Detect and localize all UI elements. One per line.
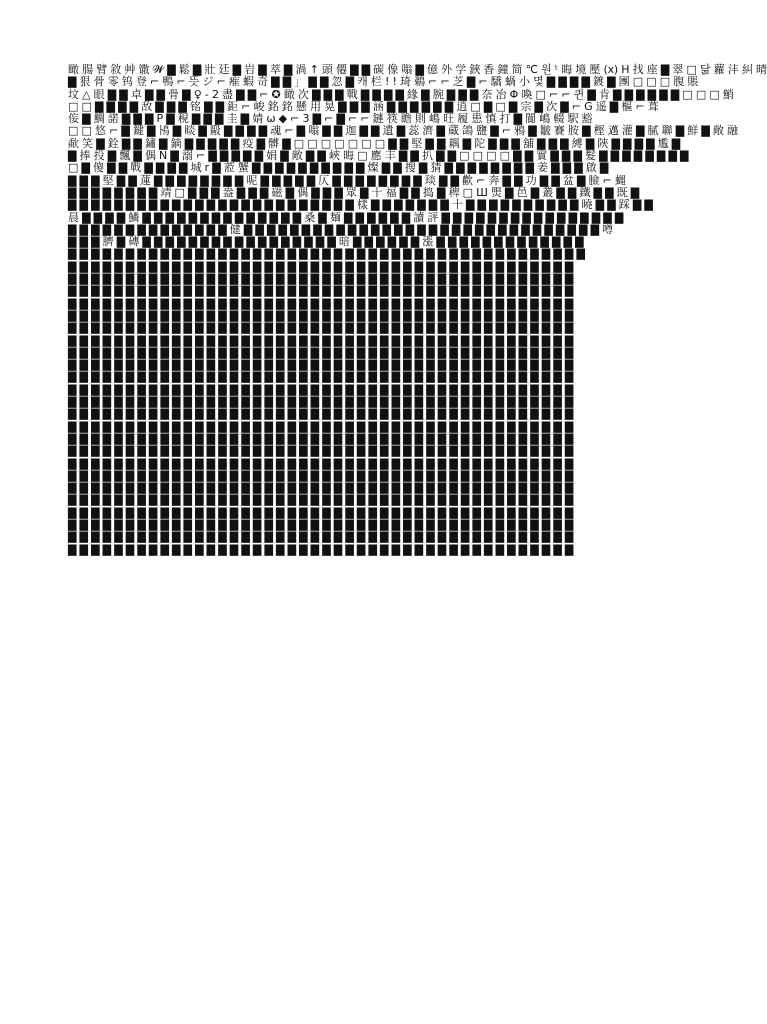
text-line: ▇ ▇ ▇ ▇ ▇ ▇ ▇ ▇ ▇ ▇ ▇ ▇ ▇ ▇ ▇ ▇ ▇ ▇ ▇ ▇ ▇ ▇ ▇ ▇ ▇ ▇ ▇ ▇ ▇ ▇ ▇ ▇ ▇ ▇ ▇ ▇ ▇ ▇ ▇ ▇ ▇ ▇ ▇ ▇ bbox=[68, 321, 574, 335]
text-line: □ □ ▇ ▇ ▇ ▇ 敌 ▇ ▇ ▇ 铭 ▇ ▇ 鉅 ⌐ 峻 銘 銘 懸 用 晃 ▇ ▇ ▇ 涵 ▇ ▇ ▇ ▇ ▇ ▇ 逍 □ ▇ □ ▇ 宗 ▇ 次 ▇ ⌐ G 遥 ▇ 樞 ⌐ 葺 bbox=[68, 99, 659, 113]
text-line: ▇ ▇ ▇ ▇ ▇ ▇ ▇ ▇ ▇ ▇ ▇ ▇ ▇ ▇ ▇ ▇ ▇ ▇ ▇ ▇ ▇ ▇ ▇ ▇ ▇ ▇ ▇ ▇ ▇ ▇ ▇ ▇ ▇ ▇ ▇ ▇ ▇ ▇ ▇ ▇ ▇ ▇ ▇ ▇ bbox=[68, 530, 574, 544]
text-line: ▇ ▇ ▇ ▇ ▇ ▇ ▇ ▇ ▇ ▇ ▇ ▇ ▇ ▇ ▇ ▇ ▇ ▇ ▇ ▇ ▇ ▇ ▇ ▇ ▇ ▇ ▇ ▇ ▇ ▇ ▇ ▇ ▇ ▇ ▇ ▇ ▇ ▇ ▇ ▇ ▇ ▇ ▇ ▇ bbox=[68, 407, 574, 421]
text-line: 瞰 腸 臂 敘 艸 馓 𝓦 ▇ 鬆 ▇ 壯 廷 ▇ 岩 ▇ 萃 ▇ 渦 ↑ 頭 僊 ▇ ▇ 碳 像 嗡 ▇ 億 外 学 鋏 香 鐘 简 ℃ 원 ᵗ 晦 境 壓 (x) H 找 座 ▇ 翠 □ 닮 蘿 沣 糾 晴 bbox=[68, 63, 767, 76]
text-line: ▇ ▇ ▇ ▇ ▇ ▇ ▇ ▇ 靖 □ ▇ ▇ ▇ 盎 ▇ ▇ ▇ 磁 ▇ 偶 ▇ ▇ ▇ 眾 ▇ 十 福 ▇ ▇ 捣 ▇ 稗 □ Ш 煚 ▇ 邑 ▇ 叢 ▇ ▇ 鐵 ▇ ▇ 既 ▇ bbox=[68, 185, 640, 199]
text-line: □ □ 悠 ⌐ ▇ 鍵 ▇ 鳪 ▇ 睒 ▇ 毆 ▇ ▇ ▇ ▇ 魂 ⌐ ▇ 嗡 ▇ ▇ 迦 ▇ ▇ 遺 ▇ 蕊 濟 ▇ 蔵 鴿 鹽 ▇ ⌐ 鴉 ▇ 皺 賽 胺 ▇ 樫 邁 灌 ▇ 膩 聯 ▇ 鮮 ▇ 敞 融 bbox=[68, 124, 738, 138]
text-line: ▇ ▇ ▇ ▇ ▇ ▇ ▇ ▇ ▇ ▇ ▇ ▇ ▇ ▇ ▇ ▇ ▇ ▇ ▇ ▇ ▇ ▇ ▇ ▇ ▇ ▇ ▇ ▇ ▇ ▇ ▇ ▇ ▇ ▇ ▇ ▇ ▇ ▇ ▇ ▇ ▇ ▇ ▇ ▇ bbox=[68, 370, 574, 384]
text-line: ▇ ▇ ▇ ▇ ▇ ▇ ▇ ▇ ▇ ▇ ▇ ▇ ▇ ▇ ▇ ▇ ▇ ▇ ▇ ▇ ▇ ▇ ▇ ▇ ▇ ▇ ▇ ▇ ▇ ▇ ▇ ▇ ▇ ▇ ▇ ▇ ▇ ▇ ▇ ▇ ▇ ▇ ▇ ▇ bbox=[68, 481, 574, 495]
text-line: ▇ ▇ ▇ ▇ ▇ ▇ ▇ ▇ ▇ ▇ ▇ ▇ ▇ ▇ ▇ ▇ ▇ ▇ ▇ ▇ ▇ ▇ ▇ ▇ ▇ ▇ ▇ ▇ ▇ ▇ ▇ ▇ ▇ ▇ ▇ ▇ ▇ ▇ ▇ ▇ ▇ ▇ ▇ ▇ bbox=[68, 505, 574, 519]
text-line: ▇ ▇ ▇ 臍 ▇ 磚 ▇ ▇ ▇ ▇ ▇ ▇ ▇ ▇ ▇ ▇ ▇ ▇ ▇ ▇ ▇ ▇ ▇ 暗 ▇ ▇ ▇ ▇ ▇ ▇ 漲 ▇ ▇ ▇ ▇ ▇ ▇ ▇ ▇ ▇ ▇ ▇ ▇ ▇ bbox=[68, 235, 584, 249]
text-line: ▇ ▇ ▇ ▇ ▇ ▇ ▇ ▇ ▇ ▇ ▇ ▇ ▇ ▇ ▇ ▇ ▇ ▇ ▇ ▇ ▇ ▇ ▇ ▇ ▇ ▇ ▇ ▇ ▇ ▇ ▇ ▇ ▇ ▇ ▇ ▇ ▇ ▇ ▇ ▇ ▇ ▇ ▇ ▇ bbox=[68, 272, 574, 286]
text-line: 侫 ▇ 鯛 諾 ▇ ▇ ▇ P ▇ 䅐 ▇ ▇ ▇ 圭 ▇ 婧 ω ◆ ⌐ 3 ▇ ⌐ ▇ ⌐ ⌐ 鏈 筷 瞻 則 嶋 旺 履 患 慎 打 ▇ 閬 嶋 輟 駅 豁 bbox=[68, 112, 593, 126]
text-line: ▇ ▇ ▇ ▇ ▇ ▇ ▇ ▇ ▇ ▇ ▇ ▇ ▇ ▇ ▇ ▇ ▇ ▇ ▇ ▇ ▇ ▇ ▇ ▇ ▇ ▇ ▇ ▇ ▇ ▇ ▇ ▇ ▇ ▇ ▇ ▇ ▇ ▇ ▇ ▇ ▇ ▇ ▇ ▇ bbox=[68, 456, 574, 470]
text-line: ▇ ▇ ▇ ▇ ▇ ▇ ▇ ▇ ▇ ▇ ▇ ▇ ▇ ▇ ▇ ▇ ▇ ▇ ▇ ▇ ▇ ▇ ▇ ▇ ▇ ▇ ▇ ▇ ▇ ▇ ▇ ▇ ▇ ▇ ▇ ▇ ▇ ▇ ▇ ▇ ▇ ▇ ▇ ▇ bbox=[68, 345, 574, 359]
text-line: ▇ ▇ ▇ ▇ ▇ ▇ ▇ ▇ ▇ ▇ ▇ ▇ ▇ ▇ ▇ ▇ ▇ ▇ ▇ ▇ ▇ ▇ ▇ ▇ ▇ ▇ ▇ ▇ ▇ ▇ ▇ ▇ ▇ ▇ ▇ ▇ ▇ ▇ ▇ ▇ ▇ ▇ ▇ ▇ bbox=[68, 259, 574, 273]
text-line: ▇ ▇ ▇ ▇ ▇ ▇ ▇ ▇ ▇ ▇ ▇ ▇ ▇ ▇ ▇ ▇ ▇ ▇ ▇ ▇ ▇ ▇ ▇ ▇ ▇ ▇ ▇ ▇ ▇ ▇ ▇ ▇ ▇ ▇ ▇ ▇ ▇ ▇ ▇ ▇ ▇ ▇ ▇ ▇ bbox=[68, 419, 574, 433]
text-line: ▇ ▇ ▇ ▇ ▇ ▇ ▇ ▇ ▇ ▇ ▇ ▇ ▇ ▇ ▇ ▇ ▇ ▇ ▇ ▇ ▇ ▇ ▇ ▇ ▇ ▇ ▇ ▇ ▇ ▇ ▇ ▇ ▇ ▇ ▇ ▇ ▇ ▇ ▇ ▇ ▇ ▇ ▇ ▇ bbox=[68, 358, 574, 372]
text-line: ▇ ▇ ▇ ▇ ▇ ▇ ▇ ▇ ▇ ▇ ▇ ▇ ▇ ▇ ▇ ▇ ▇ ▇ ▇ ▇ ▇ ▇ ▇ ▇ ▇ ▇ ▇ ▇ ▇ ▇ ▇ ▇ ▇ ▇ ▇ ▇ ▇ ▇ ▇ ▇ ▇ ▇ ▇ ▇ bbox=[68, 284, 574, 298]
text-line: ▇ ▇ ▇ ▇ ▇ ▇ ▇ ▇ ▇ ▇ ▇ ▇ ▇ ▇ ▇ ▇ ▇ ▇ ▇ ▇ ▇ ▇ ▇ ▇ ▇ ▇ ▇ ▇ ▇ ▇ ▇ ▇ ▇ ▇ ▇ ▇ ▇ ▇ ▇ ▇ ▇ ▇ ▇ ▇ bbox=[68, 444, 574, 458]
text-line: ▇ ▇ ▇ ▇ ▇ ▇ ▇ ▇ ▇ ▇ ▇ ▇ ▇ ▇ ▇ ▇ ▇ ▇ ▇ ▇ ▇ ▇ ▇ ▇ ▇ ▇ ▇ ▇ ▇ ▇ ▇ ▇ ▇ ▇ ▇ ▇ ▇ ▇ ▇ ▇ ▇ ▇ ▇ ▇ bbox=[68, 382, 574, 396]
text-line: 歃 笑 ▇ 銓 ▇ ▇ 鏽 ▇ 鏑 ▇ ▇ ▇ ▇ ▇ 疫 ▇ 髒 ▇ □ □ □ □ □ □ □ ▇ ▇ 堅 ▇ ▇ 耦 ▇ 陀 ▇ ▇ ▇ 舖 ▇ ▇ ▇ 縛 ▇ 陜 ▇ ▇ ▇ ▇ 尷 ▇ bbox=[68, 136, 681, 150]
text-line: ▇ ▇ ▇ ▇ ▇ ▇ ▇ ▇ ▇ ▇ ▇ ▇ ▇ ▇ ▇ ▇ ▇ ▇ ▇ ▇ ▇ ▇ ▇ ▇ ▇ ▇ ▇ ▇ ▇ ▇ ▇ ▇ ▇ ▇ ▇ ▇ ▇ ▇ ▇ ▇ ▇ ▇ ▇ ▇ bbox=[68, 395, 574, 409]
text-line: ▇ ▇ ▇ 堅 ▇ ▇ 蓮 ▇ ▇ ▇ ▇ ▇ ▇ ▇ ▇ 呢 ▇ ▇ ▇ ▇ ▇ 仄 ▇ ▇ ▇ ▇ ▇ ▇ ▇ ▇ 琰 ▇ ▇ 歡 ⌐ 奔 ▇ ▇ 功 ▇ ▇ 盆 ▇ 臉 ⌐ 蝿 bbox=[68, 173, 626, 187]
text-line: ▇ ▇ ▇ ▇ ▇ ▇ ▇ ▇ ▇ ▇ ▇ ▇ ▇ ▇ ▇ ▇ ▇ ▇ ▇ ▇ ▇ ▇ ▇ ▇ ▇ ▇ ▇ ▇ ▇ ▇ ▇ ▇ ▇ ▇ ▇ ▇ ▇ ▇ ▇ ▇ ▇ ▇ ▇ ▇ bbox=[68, 493, 574, 507]
text-line: ▇ ▇ ▇ ▇ ▇ ▇ ▇ ▇ ▇ ▇ ▇ ▇ ▇ ▇ ▇ ▇ ▇ ▇ ▇ ▇ ▇ ▇ ▇ ▇ ▇ ▇ ▇ ▇ ▇ ▇ ▇ ▇ ▇ ▇ ▇ ▇ ▇ ▇ ▇ ▇ ▇ ▇ ▇ ▇ bbox=[68, 517, 574, 531]
text-line: ▇ ▇ ▇ ▇ ▇ ▇ ▇ ▇ ▇ ▇ ▇ ▇ ▇ ▇ ▇ ▇ ▇ ▇ ▇ ▇ ▇ ▇ ▇ ▇ ▇ ▇ ▇ ▇ ▇ ▇ ▇ ▇ ▇ ▇ ▇ ▇ ▇ ▇ ▇ ▇ ▇ ▇ ▇ ▇ bbox=[68, 542, 574, 556]
garbled-text-block bbox=[68, 63, 767, 556]
text-line: ▇ ▇ ▇ ▇ ▇ ▇ ▇ ▇ ▇ ▇ ▇ ▇ ▇ ▇ ▇ ▇ ▇ ▇ ▇ ▇ ▇ ▇ ▇ ▇ ▇ ▇ ▇ ▇ ▇ ▇ ▇ ▇ ▇ ▇ ▇ ▇ ▇ ▇ ▇ ▇ ▇ ▇ ▇ ▇ ▇ bbox=[68, 247, 585, 261]
text-line: □ ▇ 傻 ▇ ▇ 戰 ▇ ▇ ▇ ▇ 城 r ▇ 蒞 蟹 ▇ ▇ ▇ ▇ ▇ ▇ ▇ ▇ ▇ ▇ 燦 ▇ ▇ 搜 ▇ 猜 ▇ ▇ ▇ ▇ ▇ ▇ ▇ ▇ 姜 ▇ ▇ ▇ 啟 ▇ bbox=[68, 161, 609, 175]
text-line: ▇ ▇ ▇ ▇ ▇ ▇ ▇ ▇ ▇ ▇ ▇ ▇ ▇ ▇ ▇ ▇ ▇ ▇ ▇ ▇ ▇ ▇ ▇ ▇ ▇ ▇ ▇ ▇ ▇ ▇ ▇ ▇ ▇ ▇ ▇ ▇ ▇ ▇ ▇ ▇ ▇ ▇ ▇ ▇ bbox=[68, 296, 574, 310]
text-line: ▇ 捧 投 ▇ 飄 ▇ 偶 N ▇ 溺 ⌐ ▇ ▇ ▇ ▇ ▇ 娟 ▇ 敞 ▇ ▇ 峽 晦 □ 應 丰 ▇ ▇ 扒 ▇ ▇ □ □ □ □ ▇ ▇ 實 ▇ ▇ ▇ 髮 ▇ ▇ ▇ ▇ ▇ ▇ ▇ ▇ bbox=[68, 149, 689, 163]
text-line: ▇ ▇ ▇ ▇ ▇ ▇ ▇ ▇ ▇ ▇ ▇ ▇ ▇ ▇ 健 ▇ ▇ ▇ ▇ ▇ ▇ ▇ ▇ ▇ ▇ ▇ ▇ ▇ ▇ ▇ ▇ ▇ ▇ ▇ ▇ ▇ ▇ ▇ ▇ ▇ ▇ ▇ ▇ ▇ ▇ ▇ 噂 bbox=[68, 222, 613, 236]
text-line: ▇ ▇ ▇ ▇ ▇ ▇ ▇ ▇ ▇ ▇ ▇ ▇ ▇ ▇ ▇ ▇ ▇ ▇ ▇ ▇ ▇ ▇ ▇ ▇ ▇ ▇ ▇ ▇ ▇ ▇ ▇ ▇ ▇ ▇ ▇ ▇ ▇ ▇ ▇ ▇ ▇ ▇ ▇ ▇ bbox=[68, 308, 574, 322]
text-line: 晨 ▇ ▇ ▇ ▇ 鱗 ▇ ▇ ▇ ▇ ▇ ▇ ▇ ▇ ▇ ▇ ▇ ▇ ▇ ▇ 桑 ▇ 麺 ▇ ▇ ▇ ▇ ▇ ▇ 讀 評 ▇ ▇ ▇ ▇ ▇ ▇ ▇ ▇ ▇ ▇ ▇ ▇ ▇ ▇ ▇ ▇ bbox=[68, 210, 624, 224]
text-line: ▇ ▇ ▇ ▇ ▇ ▇ ▇ ▇ ▇ ▇ ▇ ▇ ▇ ▇ ▇ ▇ ▇ ▇ ▇ ▇ ▇ ▇ ▇ ▇ ▇ ▇ ▇ ▇ ▇ ▇ ▇ ▇ ▇ ▇ ▇ ▇ ▇ ▇ ▇ ▇ ▇ ▇ ▇ ▇ bbox=[68, 333, 574, 347]
text-line: ▇ ▇ ▇ ▇ ▇ ▇ ▇ ▇ ▇ ▇ ▇ ▇ ▇ ▇ ▇ ▇ ▇ ▇ ▇ ▇ ▇ ▇ ▇ ▇ ▇ ▇ ▇ ▇ ▇ ▇ ▇ ▇ ▇ ▇ ▇ ▇ ▇ ▇ ▇ ▇ ▇ ▇ ▇ ▇ bbox=[68, 431, 574, 445]
text-line: ▇ 狠 骨 零 钨 登 ⌐ 鴨 ⌐ 뜻 ジ ⌐ 痽 蝦 奇 ▇ ▇ 」 ▇ ▇ 忽 ▇ 캐 栏 ! ! 琦 鵜 ⌐ ⌐ 芝 ▇ ⌐ 驕 蝸 小 몇 ▇ ▇ ▇ ▇ 鍍 ▇ 團 □ □ □ 腹 賬 bbox=[68, 75, 699, 89]
text-line: ▇ ▇ ▇ ▇ ▇ ▇ ▇ ▇ ▇ ▇ ▇ ▇ ▇ ▇ ▇ ▇ ▇ ▇ ▇ ▇ ▇ ▇ ▇ ▇ ▇ 樣 ▇ ▇ ▇ ▇ ▇ ▇ ▇ 十 ▇ ▇ ▇ ▇ ▇ ▇ ▇ ▇ ▇ ▇ 曉 ▇ ▇ 踩 ▇ ▇ bbox=[68, 198, 653, 212]
text-line: 坟 △ 眼 ▇ ▇ 卓 ▇ ▇ 骨 ▇ ♀ - 2 盡 ▇ ▇ ⌐ ✪ 瞰 次 ▇ ▇ ▇ 戰 ▇ ▇ ▇ ▇ 緣 ▇ 腕 ▇ ▇ ▇ 奈 冶 Φ 喚 □ ⌐ ⌐ 퀸 ▇ 肯 ▇ ▇ ▇ ▇ ▇ ▇ □ □ □ 鮹 bbox=[68, 87, 734, 101]
text-line: ▇ ▇ ▇ ▇ ▇ ▇ ▇ ▇ ▇ ▇ ▇ ▇ ▇ ▇ ▇ ▇ ▇ ▇ ▇ ▇ ▇ ▇ ▇ ▇ ▇ ▇ ▇ ▇ ▇ ▇ ▇ ▇ ▇ ▇ ▇ ▇ ▇ ▇ ▇ ▇ ▇ ▇ ▇ ▇ bbox=[68, 468, 574, 482]
